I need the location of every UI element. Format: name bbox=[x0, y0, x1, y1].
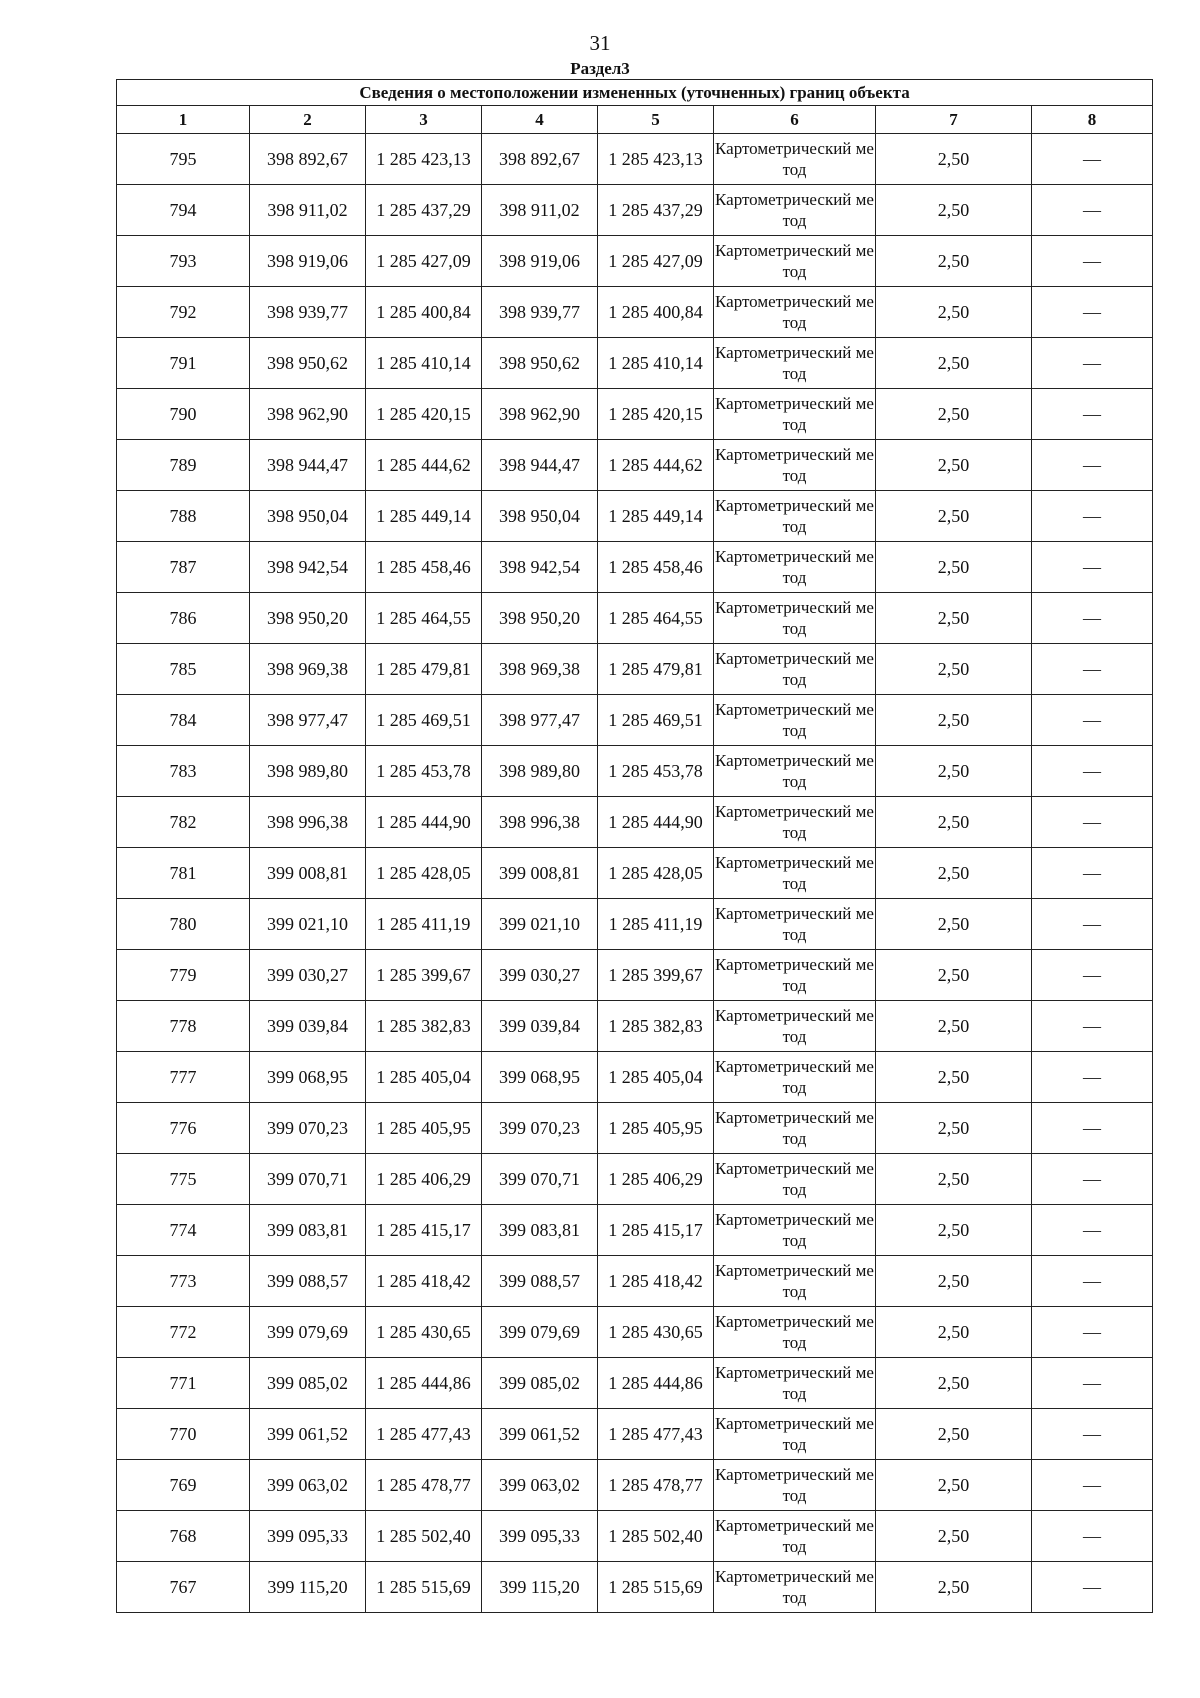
x-coordinate-cell: 399 079,69 bbox=[250, 1307, 366, 1358]
note-cell: — bbox=[1032, 1511, 1153, 1562]
point-number-cell: 792 bbox=[117, 287, 250, 338]
table-row bbox=[117, 593, 1153, 644]
table-row bbox=[117, 1256, 1153, 1307]
y-coordinate-cell: 1 285 502,40 bbox=[366, 1511, 482, 1562]
note-cell: — bbox=[1032, 1460, 1153, 1511]
point-number-cell: 784 bbox=[117, 695, 250, 746]
method-cell: Картометрический метод bbox=[714, 746, 876, 797]
column-index-4: 4 bbox=[482, 106, 598, 134]
y-coordinate-cell: 1 285 418,42 bbox=[366, 1256, 482, 1307]
method-cell: Картометрический метод bbox=[714, 1307, 876, 1358]
x-coordinate-new-cell: 399 008,81 bbox=[482, 848, 598, 899]
x-coordinate-cell: 399 083,81 bbox=[250, 1205, 366, 1256]
accuracy-cell: 2,50 bbox=[876, 695, 1032, 746]
table-row bbox=[117, 950, 1153, 1001]
y-coordinate-new-cell: 1 285 410,14 bbox=[598, 338, 714, 389]
point-number-cell: 778 bbox=[117, 1001, 250, 1052]
column-index-8: 8 bbox=[1032, 106, 1153, 134]
point-number-cell: 791 bbox=[117, 338, 250, 389]
method-cell: Картометрический метод bbox=[714, 1103, 876, 1154]
table-row bbox=[117, 1052, 1153, 1103]
table-row bbox=[117, 491, 1153, 542]
table-row bbox=[117, 1409, 1153, 1460]
point-number-cell: 793 bbox=[117, 236, 250, 287]
column-index-1: 1 bbox=[117, 106, 250, 134]
y-coordinate-cell: 1 285 444,86 bbox=[366, 1358, 482, 1409]
point-number-cell: 795 bbox=[117, 134, 250, 185]
method-cell: Картометрический метод bbox=[714, 1256, 876, 1307]
y-coordinate-new-cell: 1 285 406,29 bbox=[598, 1154, 714, 1205]
point-number-cell: 786 bbox=[117, 593, 250, 644]
x-coordinate-cell: 398 977,47 bbox=[250, 695, 366, 746]
accuracy-cell: 2,50 bbox=[876, 1205, 1032, 1256]
method-cell: Картометрический метод bbox=[714, 236, 876, 287]
table-body bbox=[117, 134, 1153, 1613]
y-coordinate-new-cell: 1 285 382,83 bbox=[598, 1001, 714, 1052]
note-cell: — bbox=[1032, 491, 1153, 542]
note-cell: — bbox=[1032, 1154, 1153, 1205]
x-coordinate-cell: 398 950,20 bbox=[250, 593, 366, 644]
x-coordinate-cell: 399 008,81 bbox=[250, 848, 366, 899]
method-cell: Картометрический метод bbox=[714, 1460, 876, 1511]
method-cell: Картометрический метод bbox=[714, 1562, 876, 1613]
x-coordinate-cell: 398 942,54 bbox=[250, 542, 366, 593]
table-row bbox=[117, 287, 1153, 338]
point-number-cell: 788 bbox=[117, 491, 250, 542]
note-cell: — bbox=[1032, 1358, 1153, 1409]
note-cell: — bbox=[1032, 389, 1153, 440]
accuracy-cell: 2,50 bbox=[876, 1562, 1032, 1613]
note-cell: — bbox=[1032, 134, 1153, 185]
note-cell: — bbox=[1032, 185, 1153, 236]
accuracy-cell: 2,50 bbox=[876, 185, 1032, 236]
page-number: 31 bbox=[589, 31, 611, 55]
y-coordinate-new-cell: 1 285 427,09 bbox=[598, 236, 714, 287]
method-cell: Картометрический метод bbox=[714, 1001, 876, 1052]
x-coordinate-new-cell: 399 039,84 bbox=[482, 1001, 598, 1052]
point-number-cell: 781 bbox=[117, 848, 250, 899]
y-coordinate-cell: 1 285 437,29 bbox=[366, 185, 482, 236]
y-coordinate-new-cell: 1 285 430,65 bbox=[598, 1307, 714, 1358]
point-number-cell: 790 bbox=[117, 389, 250, 440]
x-coordinate-new-cell: 398 977,47 bbox=[482, 695, 598, 746]
y-coordinate-new-cell: 1 285 458,46 bbox=[598, 542, 714, 593]
table-row bbox=[117, 236, 1153, 287]
x-coordinate-cell: 399 068,95 bbox=[250, 1052, 366, 1103]
y-coordinate-new-cell: 1 285 464,55 bbox=[598, 593, 714, 644]
note-cell: — bbox=[1032, 1103, 1153, 1154]
y-coordinate-cell: 1 285 411,19 bbox=[366, 899, 482, 950]
table-row bbox=[117, 899, 1153, 950]
accuracy-cell: 2,50 bbox=[876, 134, 1032, 185]
accuracy-cell: 2,50 bbox=[876, 1460, 1032, 1511]
method-cell: Картометрический метод bbox=[714, 1205, 876, 1256]
table-row bbox=[117, 1460, 1153, 1511]
note-cell: — bbox=[1032, 542, 1153, 593]
accuracy-cell: 2,50 bbox=[876, 1103, 1032, 1154]
x-coordinate-new-cell: 398 950,62 bbox=[482, 338, 598, 389]
note-cell: — bbox=[1032, 1409, 1153, 1460]
table-row bbox=[117, 440, 1153, 491]
x-coordinate-new-cell: 398 962,90 bbox=[482, 389, 598, 440]
note-cell: — bbox=[1032, 1052, 1153, 1103]
accuracy-cell: 2,50 bbox=[876, 542, 1032, 593]
table-row bbox=[117, 1103, 1153, 1154]
accuracy-cell: 2,50 bbox=[876, 1358, 1032, 1409]
y-coordinate-cell: 1 285 405,95 bbox=[366, 1103, 482, 1154]
y-coordinate-cell: 1 285 400,84 bbox=[366, 287, 482, 338]
accuracy-cell: 2,50 bbox=[876, 287, 1032, 338]
table-row bbox=[117, 1001, 1153, 1052]
y-coordinate-new-cell: 1 285 405,95 bbox=[598, 1103, 714, 1154]
column-index-6: 6 bbox=[714, 106, 876, 134]
note-cell: — bbox=[1032, 440, 1153, 491]
accuracy-cell: 2,50 bbox=[876, 338, 1032, 389]
y-coordinate-cell: 1 285 410,14 bbox=[366, 338, 482, 389]
y-coordinate-cell: 1 285 469,51 bbox=[366, 695, 482, 746]
y-coordinate-cell: 1 285 423,13 bbox=[366, 134, 482, 185]
note-cell: — bbox=[1032, 746, 1153, 797]
y-coordinate-new-cell: 1 285 423,13 bbox=[598, 134, 714, 185]
y-coordinate-new-cell: 1 285 418,42 bbox=[598, 1256, 714, 1307]
point-number-cell: 771 bbox=[117, 1358, 250, 1409]
accuracy-cell: 2,50 bbox=[876, 440, 1032, 491]
method-cell: Картометрический метод bbox=[714, 1511, 876, 1562]
accuracy-cell: 2,50 bbox=[876, 389, 1032, 440]
x-coordinate-new-cell: 399 079,69 bbox=[482, 1307, 598, 1358]
point-number-cell: 782 bbox=[117, 797, 250, 848]
accuracy-cell: 2,50 bbox=[876, 848, 1032, 899]
x-coordinate-new-cell: 399 088,57 bbox=[482, 1256, 598, 1307]
section-title: Раздел3 bbox=[570, 59, 630, 78]
y-coordinate-cell: 1 285 427,09 bbox=[366, 236, 482, 287]
y-coordinate-cell: 1 285 478,77 bbox=[366, 1460, 482, 1511]
x-coordinate-new-cell: 398 939,77 bbox=[482, 287, 598, 338]
note-cell: — bbox=[1032, 1205, 1153, 1256]
table-row bbox=[117, 746, 1153, 797]
note-cell: — bbox=[1032, 287, 1153, 338]
method-cell: Картометрический метод bbox=[714, 491, 876, 542]
table-row bbox=[117, 338, 1153, 389]
method-cell: Картометрический метод bbox=[714, 695, 876, 746]
y-coordinate-cell: 1 285 515,69 bbox=[366, 1562, 482, 1613]
y-coordinate-new-cell: 1 285 411,19 bbox=[598, 899, 714, 950]
point-number-cell: 774 bbox=[117, 1205, 250, 1256]
x-coordinate-new-cell: 399 063,02 bbox=[482, 1460, 598, 1511]
x-coordinate-cell: 399 030,27 bbox=[250, 950, 366, 1001]
y-coordinate-new-cell: 1 285 437,29 bbox=[598, 185, 714, 236]
accuracy-cell: 2,50 bbox=[876, 491, 1032, 542]
y-coordinate-new-cell: 1 285 428,05 bbox=[598, 848, 714, 899]
x-coordinate-new-cell: 398 950,04 bbox=[482, 491, 598, 542]
y-coordinate-new-cell: 1 285 502,40 bbox=[598, 1511, 714, 1562]
method-cell: Картометрический метод bbox=[714, 1154, 876, 1205]
accuracy-cell: 2,50 bbox=[876, 1154, 1032, 1205]
x-coordinate-new-cell: 399 095,33 bbox=[482, 1511, 598, 1562]
x-coordinate-cell: 399 063,02 bbox=[250, 1460, 366, 1511]
table-row bbox=[117, 1511, 1153, 1562]
point-number-cell: 779 bbox=[117, 950, 250, 1001]
method-cell: Картометрический метод bbox=[714, 1052, 876, 1103]
note-cell: — bbox=[1032, 899, 1153, 950]
x-coordinate-cell: 398 919,06 bbox=[250, 236, 366, 287]
x-coordinate-new-cell: 399 070,23 bbox=[482, 1103, 598, 1154]
y-coordinate-cell: 1 285 464,55 bbox=[366, 593, 482, 644]
y-coordinate-cell: 1 285 453,78 bbox=[366, 746, 482, 797]
point-number-cell: 776 bbox=[117, 1103, 250, 1154]
method-cell: Картометрический метод bbox=[714, 287, 876, 338]
y-coordinate-new-cell: 1 285 400,84 bbox=[598, 287, 714, 338]
y-coordinate-cell: 1 285 399,67 bbox=[366, 950, 482, 1001]
point-number-cell: 785 bbox=[117, 644, 250, 695]
y-coordinate-new-cell: 1 285 479,81 bbox=[598, 644, 714, 695]
method-cell: Картометрический метод bbox=[714, 1358, 876, 1409]
note-cell: — bbox=[1032, 338, 1153, 389]
x-coordinate-new-cell: 399 070,71 bbox=[482, 1154, 598, 1205]
note-cell: — bbox=[1032, 644, 1153, 695]
x-coordinate-new-cell: 398 944,47 bbox=[482, 440, 598, 491]
x-coordinate-cell: 398 996,38 bbox=[250, 797, 366, 848]
column-index-7: 7 bbox=[876, 106, 1032, 134]
x-coordinate-cell: 399 070,71 bbox=[250, 1154, 366, 1205]
y-coordinate-new-cell: 1 285 415,17 bbox=[598, 1205, 714, 1256]
point-number-cell: 794 bbox=[117, 185, 250, 236]
y-coordinate-cell: 1 285 477,43 bbox=[366, 1409, 482, 1460]
x-coordinate-new-cell: 399 115,20 bbox=[482, 1562, 598, 1613]
table-row bbox=[117, 185, 1153, 236]
coordinates-table bbox=[116, 79, 1153, 1613]
x-coordinate-new-cell: 398 989,80 bbox=[482, 746, 598, 797]
y-coordinate-new-cell: 1 285 469,51 bbox=[598, 695, 714, 746]
x-coordinate-cell: 399 061,52 bbox=[250, 1409, 366, 1460]
note-cell: — bbox=[1032, 1001, 1153, 1052]
x-coordinate-cell: 398 892,67 bbox=[250, 134, 366, 185]
x-coordinate-new-cell: 398 969,38 bbox=[482, 644, 598, 695]
table-caption: Сведения о местоположении измененных (уточненных) границ объекта bbox=[117, 80, 1153, 106]
y-coordinate-new-cell: 1 285 449,14 bbox=[598, 491, 714, 542]
point-number-cell: 777 bbox=[117, 1052, 250, 1103]
method-cell: Картометрический метод bbox=[714, 440, 876, 491]
column-index-3: 3 bbox=[366, 106, 482, 134]
note-cell: — bbox=[1032, 950, 1153, 1001]
accuracy-cell: 2,50 bbox=[876, 1001, 1032, 1052]
y-coordinate-new-cell: 1 285 399,67 bbox=[598, 950, 714, 1001]
point-number-cell: 767 bbox=[117, 1562, 250, 1613]
note-cell: — bbox=[1032, 1562, 1153, 1613]
x-coordinate-cell: 399 115,20 bbox=[250, 1562, 366, 1613]
note-cell: — bbox=[1032, 1307, 1153, 1358]
x-coordinate-cell: 398 969,38 bbox=[250, 644, 366, 695]
x-coordinate-cell: 398 950,04 bbox=[250, 491, 366, 542]
x-coordinate-new-cell: 399 021,10 bbox=[482, 899, 598, 950]
point-number-cell: 789 bbox=[117, 440, 250, 491]
method-cell: Картометрический метод bbox=[714, 797, 876, 848]
y-coordinate-cell: 1 285 420,15 bbox=[366, 389, 482, 440]
point-number-cell: 775 bbox=[117, 1154, 250, 1205]
x-coordinate-cell: 399 095,33 bbox=[250, 1511, 366, 1562]
method-cell: Картометрический метод bbox=[714, 1409, 876, 1460]
x-coordinate-cell: 399 070,23 bbox=[250, 1103, 366, 1154]
accuracy-cell: 2,50 bbox=[876, 593, 1032, 644]
note-cell: — bbox=[1032, 236, 1153, 287]
table-row bbox=[117, 542, 1153, 593]
x-coordinate-new-cell: 399 068,95 bbox=[482, 1052, 598, 1103]
table-row bbox=[117, 644, 1153, 695]
table-row bbox=[117, 848, 1153, 899]
table-row bbox=[117, 1307, 1153, 1358]
x-coordinate-new-cell: 398 942,54 bbox=[482, 542, 598, 593]
y-coordinate-cell: 1 285 458,46 bbox=[366, 542, 482, 593]
x-coordinate-cell: 399 039,84 bbox=[250, 1001, 366, 1052]
y-coordinate-cell: 1 285 405,04 bbox=[366, 1052, 482, 1103]
y-coordinate-new-cell: 1 285 420,15 bbox=[598, 389, 714, 440]
table-row bbox=[117, 797, 1153, 848]
note-cell: — bbox=[1032, 848, 1153, 899]
point-number-cell: 780 bbox=[117, 899, 250, 950]
x-coordinate-cell: 398 944,47 bbox=[250, 440, 366, 491]
x-coordinate-new-cell: 398 950,20 bbox=[482, 593, 598, 644]
method-cell: Картометрический метод bbox=[714, 389, 876, 440]
x-coordinate-new-cell: 398 996,38 bbox=[482, 797, 598, 848]
x-coordinate-new-cell: 398 892,67 bbox=[482, 134, 598, 185]
point-number-cell: 769 bbox=[117, 1460, 250, 1511]
x-coordinate-new-cell: 398 911,02 bbox=[482, 185, 598, 236]
y-coordinate-new-cell: 1 285 477,43 bbox=[598, 1409, 714, 1460]
column-index-5: 5 bbox=[598, 106, 714, 134]
y-coordinate-cell: 1 285 415,17 bbox=[366, 1205, 482, 1256]
x-coordinate-cell: 398 962,90 bbox=[250, 389, 366, 440]
accuracy-cell: 2,50 bbox=[876, 899, 1032, 950]
y-coordinate-new-cell: 1 285 453,78 bbox=[598, 746, 714, 797]
method-cell: Картометрический метод bbox=[714, 899, 876, 950]
table-row bbox=[117, 1154, 1153, 1205]
table-row bbox=[117, 389, 1153, 440]
accuracy-cell: 2,50 bbox=[876, 950, 1032, 1001]
method-cell: Картометрический метод bbox=[714, 848, 876, 899]
y-coordinate-cell: 1 285 479,81 bbox=[366, 644, 482, 695]
table-row bbox=[117, 134, 1153, 185]
y-coordinate-new-cell: 1 285 478,77 bbox=[598, 1460, 714, 1511]
accuracy-cell: 2,50 bbox=[876, 746, 1032, 797]
method-cell: Картометрический метод bbox=[714, 644, 876, 695]
accuracy-cell: 2,50 bbox=[876, 1409, 1032, 1460]
x-coordinate-cell: 398 989,80 bbox=[250, 746, 366, 797]
x-coordinate-cell: 398 911,02 bbox=[250, 185, 366, 236]
y-coordinate-new-cell: 1 285 515,69 bbox=[598, 1562, 714, 1613]
note-cell: — bbox=[1032, 1256, 1153, 1307]
x-coordinate-new-cell: 399 083,81 bbox=[482, 1205, 598, 1256]
x-coordinate-cell: 398 950,62 bbox=[250, 338, 366, 389]
point-number-cell: 772 bbox=[117, 1307, 250, 1358]
accuracy-cell: 2,50 bbox=[876, 797, 1032, 848]
accuracy-cell: 2,50 bbox=[876, 1256, 1032, 1307]
y-coordinate-cell: 1 285 444,62 bbox=[366, 440, 482, 491]
x-coordinate-new-cell: 399 030,27 bbox=[482, 950, 598, 1001]
point-number-cell: 773 bbox=[117, 1256, 250, 1307]
accuracy-cell: 2,50 bbox=[876, 644, 1032, 695]
y-coordinate-new-cell: 1 285 444,86 bbox=[598, 1358, 714, 1409]
point-number-cell: 783 bbox=[117, 746, 250, 797]
y-coordinate-cell: 1 285 449,14 bbox=[366, 491, 482, 542]
point-number-cell: 787 bbox=[117, 542, 250, 593]
method-cell: Картометрический метод bbox=[714, 950, 876, 1001]
method-cell: Картометрический метод bbox=[714, 542, 876, 593]
method-cell: Картометрический метод bbox=[714, 338, 876, 389]
x-coordinate-cell: 399 088,57 bbox=[250, 1256, 366, 1307]
point-number-cell: 770 bbox=[117, 1409, 250, 1460]
x-coordinate-new-cell: 399 061,52 bbox=[482, 1409, 598, 1460]
y-coordinate-cell: 1 285 428,05 bbox=[366, 848, 482, 899]
note-cell: — bbox=[1032, 593, 1153, 644]
y-coordinate-new-cell: 1 285 405,04 bbox=[598, 1052, 714, 1103]
x-coordinate-new-cell: 399 085,02 bbox=[482, 1358, 598, 1409]
y-coordinate-cell: 1 285 382,83 bbox=[366, 1001, 482, 1052]
accuracy-cell: 2,50 bbox=[876, 1052, 1032, 1103]
y-coordinate-cell: 1 285 406,29 bbox=[366, 1154, 482, 1205]
table-row bbox=[117, 695, 1153, 746]
table-row bbox=[117, 1358, 1153, 1409]
x-coordinate-cell: 399 021,10 bbox=[250, 899, 366, 950]
y-coordinate-cell: 1 285 444,90 bbox=[366, 797, 482, 848]
accuracy-cell: 2,50 bbox=[876, 1307, 1032, 1358]
table-row bbox=[117, 1562, 1153, 1613]
x-coordinate-cell: 398 939,77 bbox=[250, 287, 366, 338]
method-cell: Картометрический метод bbox=[714, 134, 876, 185]
method-cell: Картометрический метод bbox=[714, 185, 876, 236]
accuracy-cell: 2,50 bbox=[876, 1511, 1032, 1562]
method-cell: Картометрический метод bbox=[714, 593, 876, 644]
note-cell: — bbox=[1032, 695, 1153, 746]
y-coordinate-new-cell: 1 285 444,62 bbox=[598, 440, 714, 491]
y-coordinate-new-cell: 1 285 444,90 bbox=[598, 797, 714, 848]
column-index-2: 2 bbox=[250, 106, 366, 134]
x-coordinate-new-cell: 398 919,06 bbox=[482, 236, 598, 287]
y-coordinate-cell: 1 285 430,65 bbox=[366, 1307, 482, 1358]
accuracy-cell: 2,50 bbox=[876, 236, 1032, 287]
note-cell: — bbox=[1032, 797, 1153, 848]
table-row bbox=[117, 1205, 1153, 1256]
x-coordinate-cell: 399 085,02 bbox=[250, 1358, 366, 1409]
point-number-cell: 768 bbox=[117, 1511, 250, 1562]
